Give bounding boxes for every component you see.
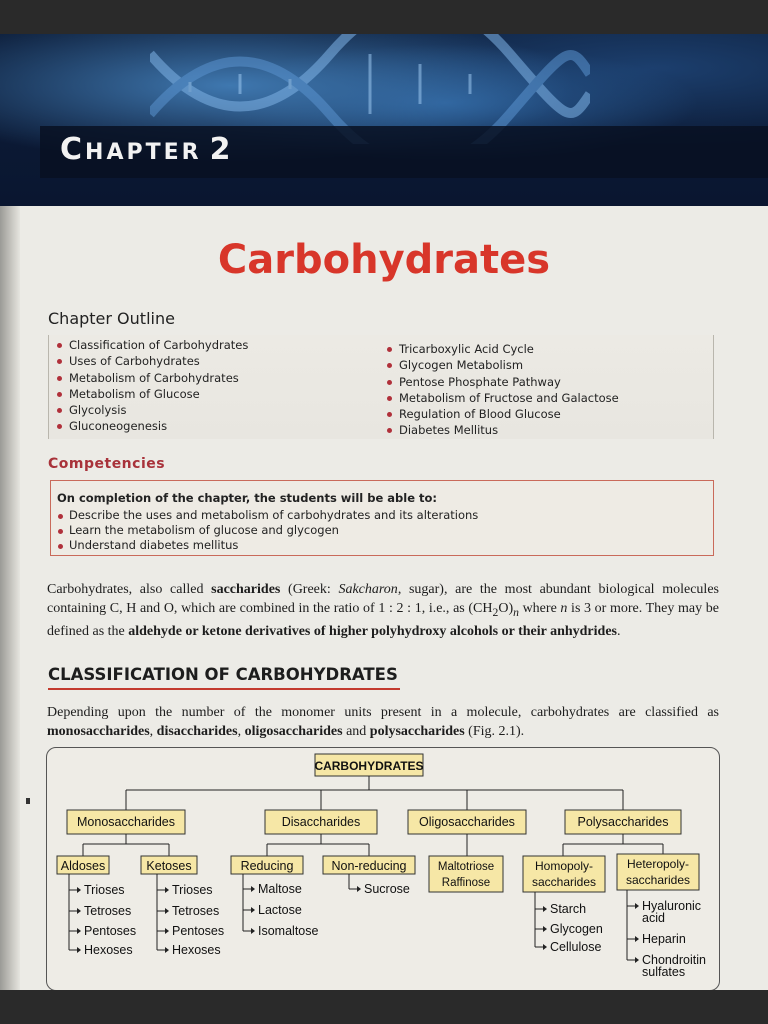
text-run: where — [518, 601, 561, 616]
outline-item: Diabetes Mellitus — [383, 422, 619, 438]
text-run: (Fig. 2.1). — [464, 724, 525, 739]
outline-item: Classification of Carbohydrates — [53, 337, 248, 353]
hetero-item: Chondroitin — [642, 953, 706, 967]
text-run: , sugar), are the most abundant biological molecules containing C, H and O, which are combined in the ratio of 1 : 2 : 1, i.e., as (CH — [47, 582, 719, 616]
category-label-disaccharides: Disaccharides — [281, 815, 361, 829]
outline-item: Tricarboxylic Acid Cycle — [383, 341, 619, 357]
non-reducing-item: Sucrose — [364, 882, 410, 896]
subscript: n — [513, 605, 519, 619]
outline-item: Glycogen Metabolism — [383, 357, 619, 373]
oligo-label: Raffinose — [441, 877, 491, 889]
competencies-list — [57, 508, 478, 554]
ketose-item: Hexoses — [172, 943, 221, 957]
category-label-monosaccharides: Monosaccharides — [77, 815, 175, 829]
outline-item: Glycolysis — [53, 402, 248, 418]
hetero-item-cont: acid — [642, 911, 665, 925]
chapter-title: Carbohydrates — [217, 237, 551, 283]
competencies-heading: Competencies — [48, 456, 166, 472]
hetero-label: saccharides — [625, 873, 691, 887]
outline-item: Uses of Carbohydrates — [53, 353, 248, 369]
chapter-label — [60, 132, 233, 167]
chapter-word-initial: C — [60, 132, 86, 167]
reducing-item: Lactose — [258, 903, 302, 917]
reducing-item: Maltose — [258, 882, 302, 896]
homo-label: saccharides — [531, 875, 597, 889]
arrowhead — [635, 903, 639, 909]
hetero-item: Heparin — [642, 932, 686, 946]
arrowhead — [251, 886, 255, 892]
arrowhead — [543, 926, 547, 932]
aldose-item: Trioses — [84, 883, 125, 897]
term-polysaccharides: polysaccharides — [369, 724, 465, 739]
text-run: O) — [498, 601, 514, 616]
arrowhead — [251, 928, 255, 934]
arrowhead — [635, 957, 639, 963]
competencies-intro: On completion of the chapter, the students will be able to: — [57, 491, 438, 505]
root-label: CARBOHYDRATES — [314, 759, 424, 773]
competency-item: Learn the metabolism of glucose and glycogen — [57, 523, 478, 538]
ketoses-label: Ketoses — [146, 859, 192, 873]
outline-item: Metabolism of Glucose — [53, 386, 248, 402]
arrowhead — [251, 907, 255, 913]
outline-left-column — [53, 337, 248, 435]
competency-item: Describe the uses and metabolism of carbohydrates and its alterations — [57, 508, 478, 523]
arrowhead — [635, 936, 639, 942]
arrowhead — [165, 947, 169, 953]
term-sakcharon: Sakcharon — [338, 582, 398, 597]
hetero-item: Hyaluronic — [642, 899, 702, 913]
outline-item: Metabolism of Carbohydrates — [53, 370, 248, 386]
intro-paragraph — [47, 580, 719, 641]
variable-n: n — [560, 601, 568, 616]
arrowhead — [77, 887, 81, 893]
arrowhead — [77, 947, 81, 953]
textbook-page — [0, 34, 768, 990]
outline-item: Regulation of Blood Glucose — [383, 406, 619, 422]
homo-item: Starch — [550, 902, 587, 916]
category-label-polysaccharides: Polysaccharides — [577, 815, 669, 829]
competencies-box — [50, 480, 714, 556]
margin-mark — [26, 798, 30, 804]
section-heading-underline — [48, 688, 400, 690]
oligo-label: Maltotriose — [437, 861, 495, 873]
chapter-banner — [0, 34, 768, 206]
category-label-oligosaccharides: Oligosaccharides — [419, 815, 515, 829]
text-run: Depending upon the number of the monomer units present in a molecule, carbohydrates are classified as — [47, 705, 719, 720]
homo-item: Cellulose — [550, 940, 602, 954]
outline-item: Gluconeogenesis — [53, 418, 248, 434]
chapter-outline-heading: Chapter Outline — [48, 309, 175, 328]
term-oligosaccharides: oligosaccharides — [244, 724, 343, 739]
text-run: (Greek: — [280, 582, 339, 597]
homo-item: Glycogen — [550, 922, 603, 936]
arrowhead — [77, 928, 81, 934]
text-run: is 3 or more. They may be defined as the — [47, 601, 719, 639]
term-monosaccharides: monosaccharides — [47, 724, 150, 739]
outline-item: Pentose Phosphate Pathway — [383, 374, 619, 390]
hetero-label: Heteropoly- — [626, 857, 690, 871]
reducing-label: Reducing — [240, 859, 294, 873]
classification-diagram — [46, 747, 720, 990]
term-saccharides: saccharides — [211, 582, 281, 597]
ketose-item: Tetroses — [172, 904, 220, 918]
text-run: and — [342, 724, 370, 739]
aldoses-label: Aldoses — [60, 859, 106, 873]
arrowhead — [165, 887, 169, 893]
classification-paragraph — [47, 703, 719, 741]
arrowhead — [77, 908, 81, 914]
chapter-word-rest: HAPTER — [85, 140, 202, 165]
ketose-item: Pentoses — [172, 924, 225, 938]
aldose-item: Tetroses — [84, 904, 132, 918]
section-heading-classification: CLASSIFICATION OF CARBOHYDRATES — [48, 665, 398, 684]
text-run: Carbohydrates, also called — [47, 582, 212, 597]
term-disaccharides: disaccharides — [156, 724, 238, 739]
hetero-item-cont: sulfates — [642, 965, 686, 979]
text-run: . — [617, 623, 621, 639]
arrowhead — [543, 944, 547, 950]
outline-item: Metabolism of Fructose and Galactose — [383, 390, 619, 406]
homo-label: Homopoly- — [534, 859, 594, 873]
arrowhead — [357, 886, 361, 892]
classification-tree-svg — [47, 748, 719, 990]
arrowhead — [543, 906, 547, 912]
ketose-item: Trioses — [172, 883, 213, 897]
aldose-item: Pentoses — [84, 924, 137, 938]
subscript: 2 — [492, 605, 499, 619]
arrowhead — [165, 928, 169, 934]
non-reducing-label: Non-reducing — [331, 859, 407, 873]
chapter-outline-box — [48, 335, 714, 439]
text-run: , — [149, 724, 157, 739]
arrowhead — [165, 908, 169, 914]
competency-item: Understand diabetes mellitus — [57, 538, 478, 553]
text-run: , — [237, 724, 245, 739]
definition-bold: aldehyde or ketone derivatives of higher polyhydroxy alcohols or their anhydrides — [128, 623, 617, 639]
chapter-number: 2 — [209, 132, 234, 167]
aldose-item: Hexoses — [84, 943, 133, 957]
outline-right-column — [383, 341, 619, 439]
reducing-item: Isomaltose — [258, 924, 319, 938]
